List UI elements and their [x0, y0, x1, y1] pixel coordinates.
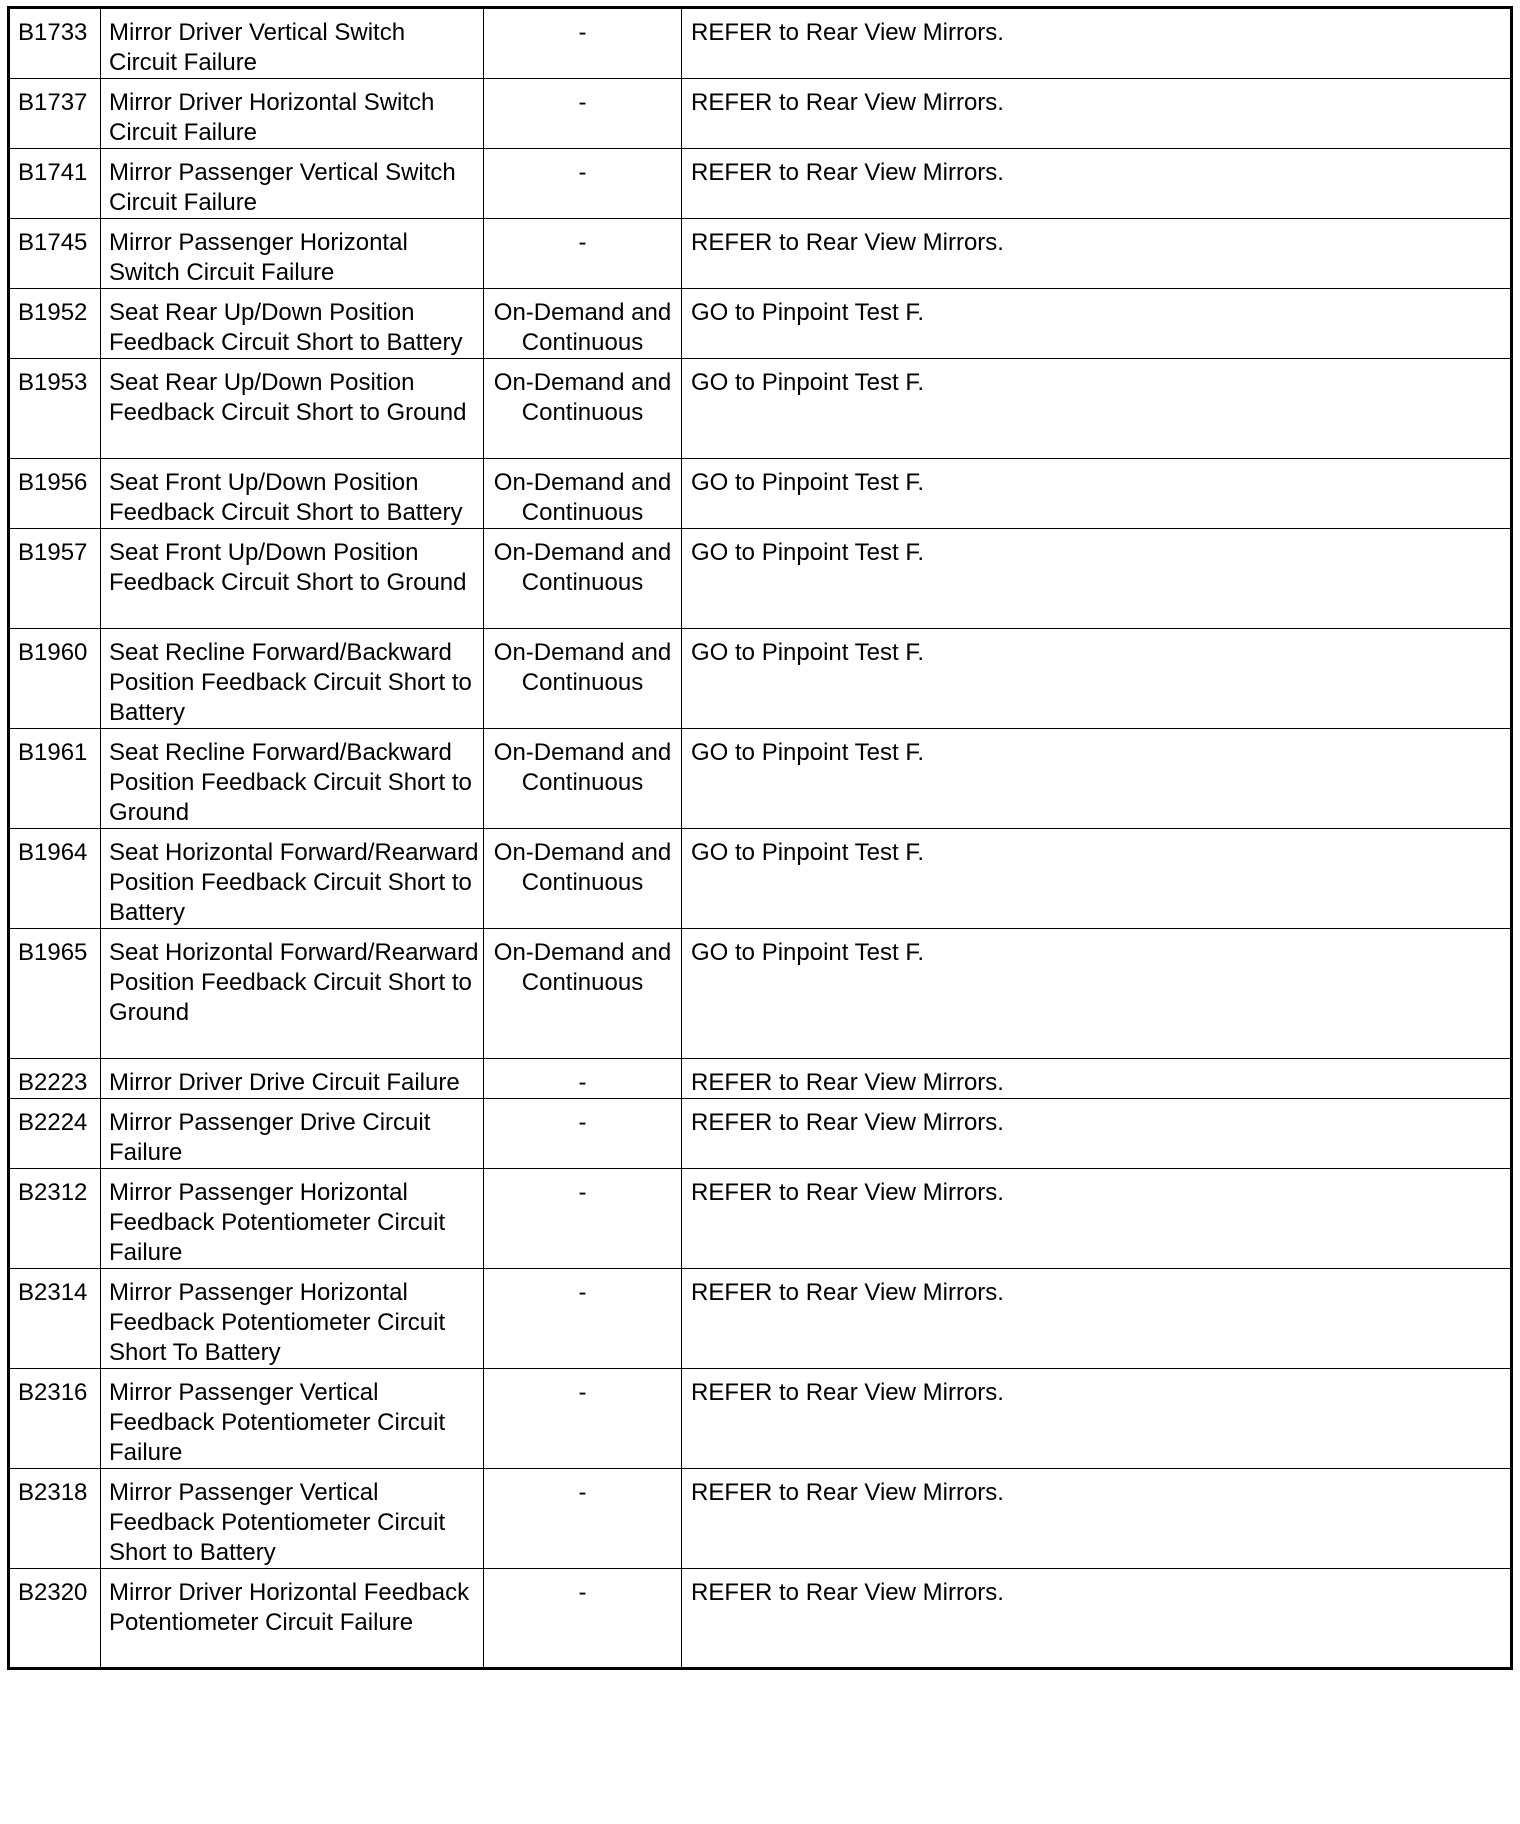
table-row [9, 1099, 1512, 1169]
dtc-action: REFER to Rear View Mirrors. [682, 79, 1512, 149]
table-row [9, 729, 1512, 829]
dtc-condition: - [484, 1099, 682, 1169]
dtc-code: B2314 [9, 1269, 101, 1369]
dtc-action: REFER to Rear View Mirrors. [682, 1469, 1512, 1569]
dtc-condition: - [484, 219, 682, 289]
dtc-description: Seat Front Up/Down Position Feedback Circuit Short to Ground [101, 529, 484, 629]
dtc-code: B1745 [9, 219, 101, 289]
dtc-action: REFER to Rear View Mirrors. [682, 8, 1512, 79]
dtc-description: Mirror Passenger Drive Circuit Failure [101, 1099, 484, 1169]
dtc-code: B1957 [9, 529, 101, 629]
dtc-code: B2318 [9, 1469, 101, 1569]
dtc-action: GO to Pinpoint Test F. [682, 459, 1512, 529]
dtc-code: B1960 [9, 629, 101, 729]
table-row [9, 1059, 1512, 1099]
dtc-action: REFER to Rear View Mirrors. [682, 1369, 1512, 1469]
dtc-action: GO to Pinpoint Test F. [682, 359, 1512, 459]
table-row [9, 629, 1512, 729]
dtc-description: Mirror Driver Horizontal Switch Circuit Failure [101, 79, 484, 149]
dtc-action: REFER to Rear View Mirrors. [682, 219, 1512, 289]
dtc-condition: - [484, 1169, 682, 1269]
dtc-condition: On-Demand and Continuous [484, 529, 682, 629]
dtc-action: GO to Pinpoint Test F. [682, 729, 1512, 829]
table-row [9, 1569, 1512, 1669]
dtc-action: REFER to Rear View Mirrors. [682, 149, 1512, 219]
dtc-condition: On-Demand and Continuous [484, 459, 682, 529]
dtc-description: Mirror Passenger Horizontal Feedback Potentiometer Circuit Failure [101, 1169, 484, 1269]
dtc-code: B2312 [9, 1169, 101, 1269]
dtc-condition: - [484, 1369, 682, 1469]
dtc-action: GO to Pinpoint Test F. [682, 529, 1512, 629]
dtc-table [7, 6, 1513, 1670]
dtc-condition: On-Demand and Continuous [484, 289, 682, 359]
dtc-code: B1965 [9, 929, 101, 1059]
table-row [9, 149, 1512, 219]
table-row [9, 1369, 1512, 1469]
dtc-condition: On-Demand and Continuous [484, 629, 682, 729]
dtc-code: B1964 [9, 829, 101, 929]
dtc-action: GO to Pinpoint Test F. [682, 829, 1512, 929]
dtc-code: B2224 [9, 1099, 101, 1169]
dtc-description: Seat Horizontal Forward/Rearward Position Feedback Circuit Short to Ground [101, 929, 484, 1059]
dtc-condition: - [484, 1059, 682, 1099]
dtc-condition: - [484, 1269, 682, 1369]
table-row [9, 829, 1512, 929]
dtc-description: Seat Recline Forward/Backward Position Feedback Circuit Short to Ground [101, 729, 484, 829]
dtc-description: Mirror Passenger Horizontal Feedback Potentiometer Circuit Short To Battery [101, 1269, 484, 1369]
dtc-description: Mirror Driver Horizontal Feedback Potentiometer Circuit Failure [101, 1569, 484, 1669]
dtc-code: B1741 [9, 149, 101, 219]
dtc-action: REFER to Rear View Mirrors. [682, 1269, 1512, 1369]
dtc-action: GO to Pinpoint Test F. [682, 929, 1512, 1059]
dtc-description: Mirror Passenger Vertical Switch Circuit Failure [101, 149, 484, 219]
dtc-description: Seat Front Up/Down Position Feedback Circuit Short to Battery [101, 459, 484, 529]
dtc-code: B2320 [9, 1569, 101, 1669]
table-row [9, 1269, 1512, 1369]
dtc-condition: On-Demand and Continuous [484, 729, 682, 829]
dtc-code: B1961 [9, 729, 101, 829]
dtc-action: REFER to Rear View Mirrors. [682, 1569, 1512, 1669]
dtc-condition: On-Demand and Continuous [484, 359, 682, 459]
dtc-condition: On-Demand and Continuous [484, 829, 682, 929]
table-row [9, 219, 1512, 289]
dtc-code: B1737 [9, 79, 101, 149]
dtc-condition: - [484, 149, 682, 219]
dtc-action: GO to Pinpoint Test F. [682, 629, 1512, 729]
table-row [9, 79, 1512, 149]
dtc-condition: - [484, 8, 682, 79]
dtc-description: Seat Recline Forward/Backward Position Feedback Circuit Short to Battery [101, 629, 484, 729]
dtc-table-body [9, 8, 1512, 1669]
dtc-action: REFER to Rear View Mirrors. [682, 1099, 1512, 1169]
dtc-action: REFER to Rear View Mirrors. [682, 1059, 1512, 1099]
dtc-condition: On-Demand and Continuous [484, 929, 682, 1059]
dtc-description: Seat Horizontal Forward/Rearward Position Feedback Circuit Short to Battery [101, 829, 484, 929]
dtc-description: Seat Rear Up/Down Position Feedback Circuit Short to Battery [101, 289, 484, 359]
dtc-code: B2316 [9, 1369, 101, 1469]
dtc-condition: - [484, 1469, 682, 1569]
table-row [9, 1169, 1512, 1269]
table-row [9, 459, 1512, 529]
table-row [9, 929, 1512, 1059]
dtc-code: B1952 [9, 289, 101, 359]
table-row [9, 289, 1512, 359]
dtc-description: Mirror Passenger Vertical Feedback Potentiometer Circuit Failure [101, 1369, 484, 1469]
dtc-action: GO to Pinpoint Test F. [682, 289, 1512, 359]
dtc-code: B2223 [9, 1059, 101, 1099]
dtc-action: REFER to Rear View Mirrors. [682, 1169, 1512, 1269]
dtc-description: Mirror Driver Vertical Switch Circuit Failure [101, 8, 484, 79]
dtc-condition: - [484, 79, 682, 149]
table-row [9, 1469, 1512, 1569]
table-row [9, 359, 1512, 459]
dtc-condition: - [484, 1569, 682, 1669]
dtc-description: Seat Rear Up/Down Position Feedback Circuit Short to Ground [101, 359, 484, 459]
dtc-description: Mirror Driver Drive Circuit Failure [101, 1059, 484, 1099]
table-row [9, 529, 1512, 629]
dtc-code: B1953 [9, 359, 101, 459]
dtc-description: Mirror Passenger Vertical Feedback Potentiometer Circuit Short to Battery [101, 1469, 484, 1569]
dtc-code: B1733 [9, 8, 101, 79]
dtc-description: Mirror Passenger Horizontal Switch Circuit Failure [101, 219, 484, 289]
table-row [9, 8, 1512, 79]
dtc-code: B1956 [9, 459, 101, 529]
